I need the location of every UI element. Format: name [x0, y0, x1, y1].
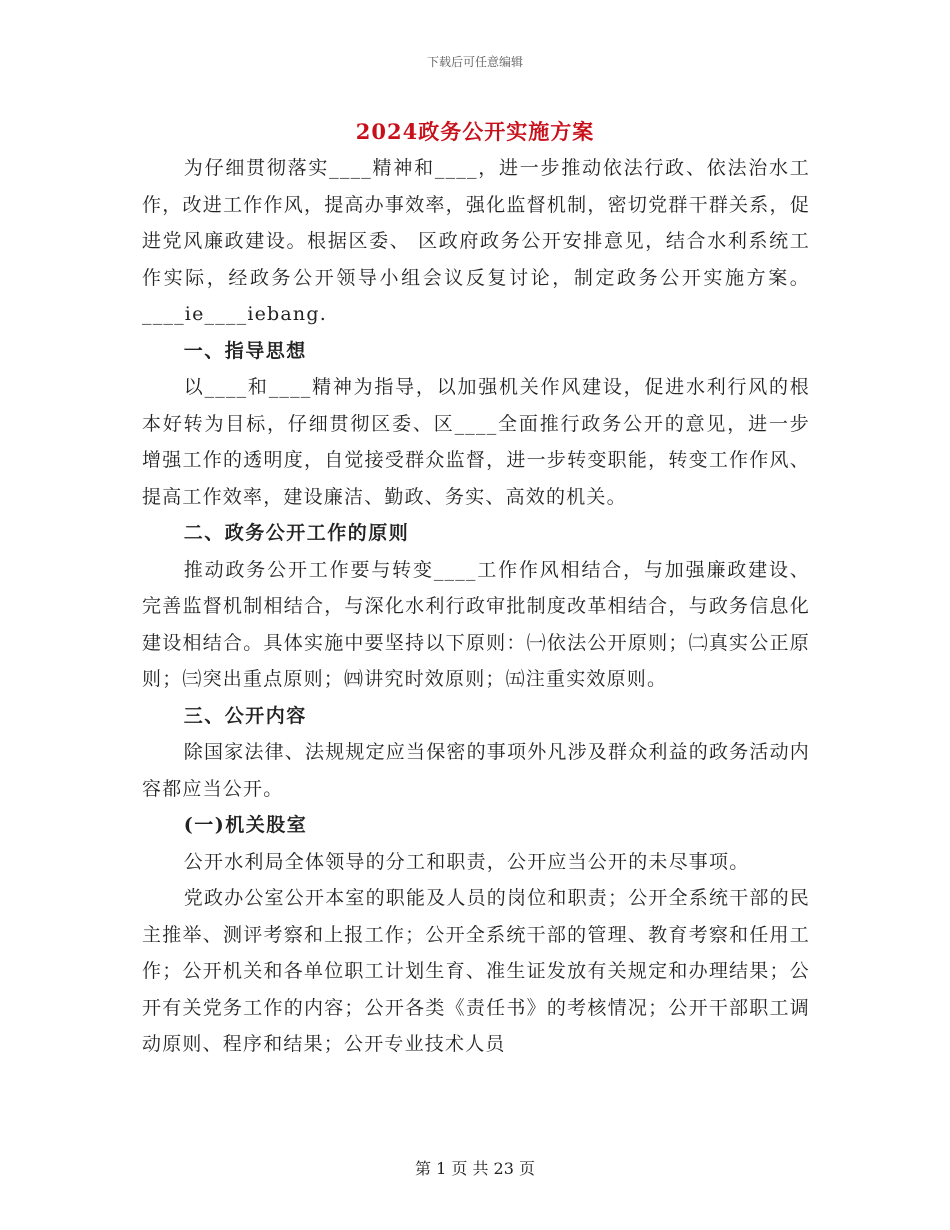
subsection-paragraph-1: 公开水利局全体领导的分工和职责，公开应当公开的未尽事项。 — [183, 850, 750, 873]
intro-paragraph: 为仔细贯彻落实____精神和____，进一步推动依法行政、依法治水工作，改进工作作风，提高办事效率，强化监督机制，密切党群干群关系，促进党风廉政建设。根据区委、 区政府政务公开安排意见，结合水利系统工作实际，经政务公开领导小组会议反复讨论，制定政务公开实施方案。____ie____iebang. — [142, 157, 810, 325]
page-footer: 第 1 页 共 23 页 — [415, 1159, 535, 1178]
section-2-paragraph: 推动政务公开工作要与转变____工作作风相结合，与加强廉政建设、完善监督机制相结合，与深化水利行政审批制度改革相结合，与政务信息化建设相结合。具体实施中要坚持以下原则：㈠依法公开原则；㈡真实公正原则；㈢突出重点原则；㈣讲究时效原则；㈤注重实效原则。 — [142, 558, 810, 690]
subsection-heading-1: (一)机关股室 — [183, 814, 308, 836]
section-1-paragraph: 以____和____精神为指导，以加强机关作风建设，促进水利行风的根本好转为目标，仔细贯彻区委、区____全面推行政务公开的意见，进一步增强工作的透明度，自觉接受群众监督，进一步转变职能，转变工作作风、提高工作效率，建设廉洁、勤政、务实、高效的机关。 — [142, 376, 810, 508]
section-heading-2: 二、政务公开工作的原则 — [183, 522, 410, 544]
section-3-paragraph: 除国家法律、法规规定应当保密的事项外凡涉及群众利益的政务活动内容都应当公开。 — [142, 741, 810, 800]
document-title: 2024政务公开实施方案 — [355, 119, 595, 144]
document-body — [142, 150, 810, 1063]
section-heading-1: 一、指导思想 — [183, 339, 307, 362]
header-note: 下载后可任意编辑 — [426, 55, 523, 69]
subsection-paragraph-2: 党政办公室公开本室的职能及人员的岗位和职责；公开全系统干部的民主推举、测评考察和上报工作；公开全系统干部的管理、教育考察和任用工作；公开机关和各单位职工计划生育、准生证发放有关规定和办理结果；公开有关党务工作的内容；公开各类《责任书》的考核情况；公开干部职工调动原则、程序和结果；公开专业技术人员 — [142, 887, 810, 1055]
section-heading-3: 三、公开内容 — [183, 704, 307, 727]
